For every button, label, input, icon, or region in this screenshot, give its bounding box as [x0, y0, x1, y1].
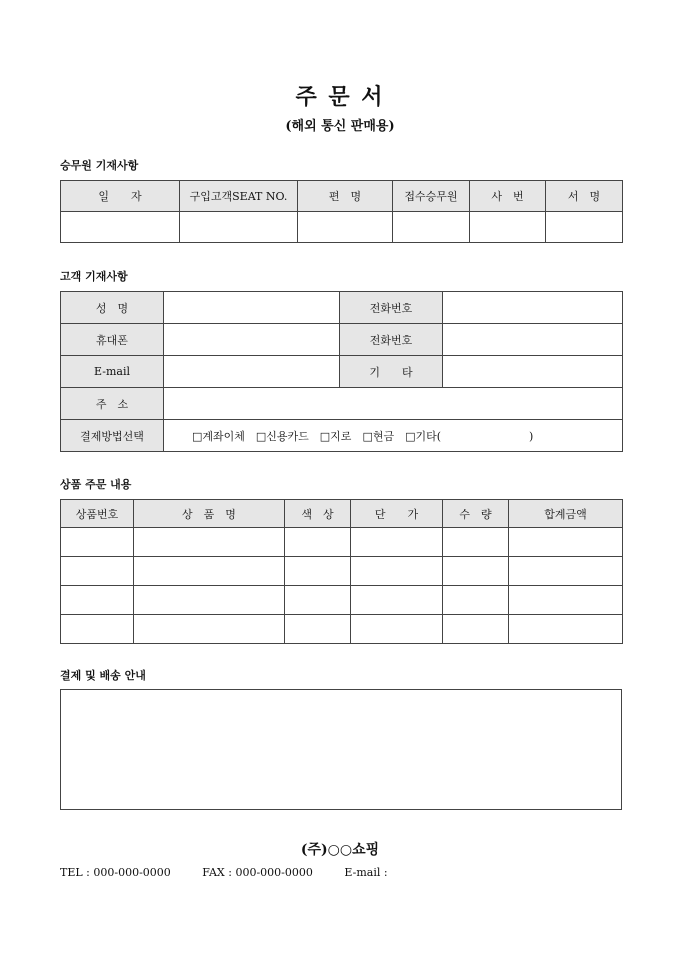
crew-header-flight: 편 명: [298, 181, 393, 212]
order-header-unit-price: 단 가: [351, 500, 443, 528]
order-cell[interactable]: [134, 586, 285, 615]
address-field[interactable]: [164, 388, 623, 420]
crew-date-field[interactable]: [61, 212, 180, 243]
order-header-total: 합계금액: [509, 500, 623, 528]
order-header-product-name: 상 품 명: [134, 500, 285, 528]
order-header-product-number: 상품번호: [61, 500, 134, 528]
order-cell[interactable]: [61, 528, 134, 557]
customer-table: [60, 291, 623, 452]
crew-header-employee-id: 사 번: [470, 181, 546, 212]
order-table: [60, 499, 623, 644]
order-cell[interactable]: [443, 528, 509, 557]
payment-method-label: 결제방법선택: [61, 420, 164, 452]
order-cell[interactable]: [285, 557, 351, 586]
order-header-color: 색 상: [285, 500, 351, 528]
email-label: E-mail: [61, 356, 164, 388]
phone-label: 전화번호: [340, 292, 443, 324]
order-cell[interactable]: [134, 557, 285, 586]
table-row: [61, 586, 623, 615]
order-cell[interactable]: [285, 586, 351, 615]
table-row: [61, 528, 623, 557]
crew-table: [60, 180, 623, 243]
phone2-field[interactable]: [443, 324, 623, 356]
mobile-label: 휴대폰: [61, 324, 164, 356]
order-cell[interactable]: [509, 615, 623, 644]
crew-employee-id-field[interactable]: [470, 212, 546, 243]
table-row: [61, 615, 623, 644]
table-row: [61, 557, 623, 586]
document-title: 주 문 서: [295, 84, 385, 110]
email-text: E-mail :: [344, 866, 388, 879]
crew-header-date: 일 자: [61, 181, 180, 212]
order-cell[interactable]: [351, 615, 443, 644]
order-cell[interactable]: [509, 557, 623, 586]
crew-signature-field[interactable]: [546, 212, 623, 243]
phone2-label: 전화번호: [340, 324, 443, 356]
order-cell[interactable]: [134, 528, 285, 557]
order-cell[interactable]: [61, 586, 134, 615]
payment-section-heading: 결제 및 배송 안내: [60, 669, 146, 682]
etc-field[interactable]: [443, 356, 623, 388]
order-cell[interactable]: [443, 557, 509, 586]
order-cell[interactable]: [285, 615, 351, 644]
contact-line: [60, 866, 416, 879]
order-cell[interactable]: [509, 586, 623, 615]
crew-header-seat: 구입고객SEAT NO.: [180, 181, 298, 212]
phone-field[interactable]: [443, 292, 623, 324]
order-cell[interactable]: [61, 557, 134, 586]
order-section-heading: 상품 주문 내용: [60, 478, 132, 491]
order-cell[interactable]: [134, 615, 285, 644]
order-cell[interactable]: [443, 586, 509, 615]
address-label: 주 소: [61, 388, 164, 420]
order-cell[interactable]: [351, 528, 443, 557]
customer-section-heading: 고객 기재사항: [60, 270, 128, 283]
name-field[interactable]: [164, 292, 340, 324]
crew-flight-field[interactable]: [298, 212, 393, 243]
crew-receiver-field[interactable]: [393, 212, 470, 243]
tel-text: TEL : 000-000-0000: [60, 866, 171, 879]
order-cell[interactable]: [285, 528, 351, 557]
document-subtitle: (해외 통신 판매용): [285, 119, 395, 134]
payment-delivery-box[interactable]: [60, 689, 622, 810]
crew-section-heading: 승무원 기재사항: [60, 159, 139, 172]
order-cell[interactable]: [351, 557, 443, 586]
mobile-field[interactable]: [164, 324, 340, 356]
etc-label: 기 타: [340, 356, 443, 388]
order-cell[interactable]: [443, 615, 509, 644]
order-cell[interactable]: [509, 528, 623, 557]
crew-header-receiver: 접수승무원: [393, 181, 470, 212]
order-header-quantity: 수 량: [443, 500, 509, 528]
fax-text: FAX : 000-000-0000: [202, 866, 313, 879]
name-label: 성 명: [61, 292, 164, 324]
email-field[interactable]: [164, 356, 340, 388]
order-cell[interactable]: [351, 586, 443, 615]
order-cell[interactable]: [61, 615, 134, 644]
crew-seat-field[interactable]: [180, 212, 298, 243]
company-name: (주)○○쇼핑: [300, 842, 380, 858]
payment-method-options[interactable]: □계좌이체 □신용카드 □지로 □현금 □기타( ): [164, 420, 623, 452]
crew-header-signature: 서 명: [546, 181, 623, 212]
